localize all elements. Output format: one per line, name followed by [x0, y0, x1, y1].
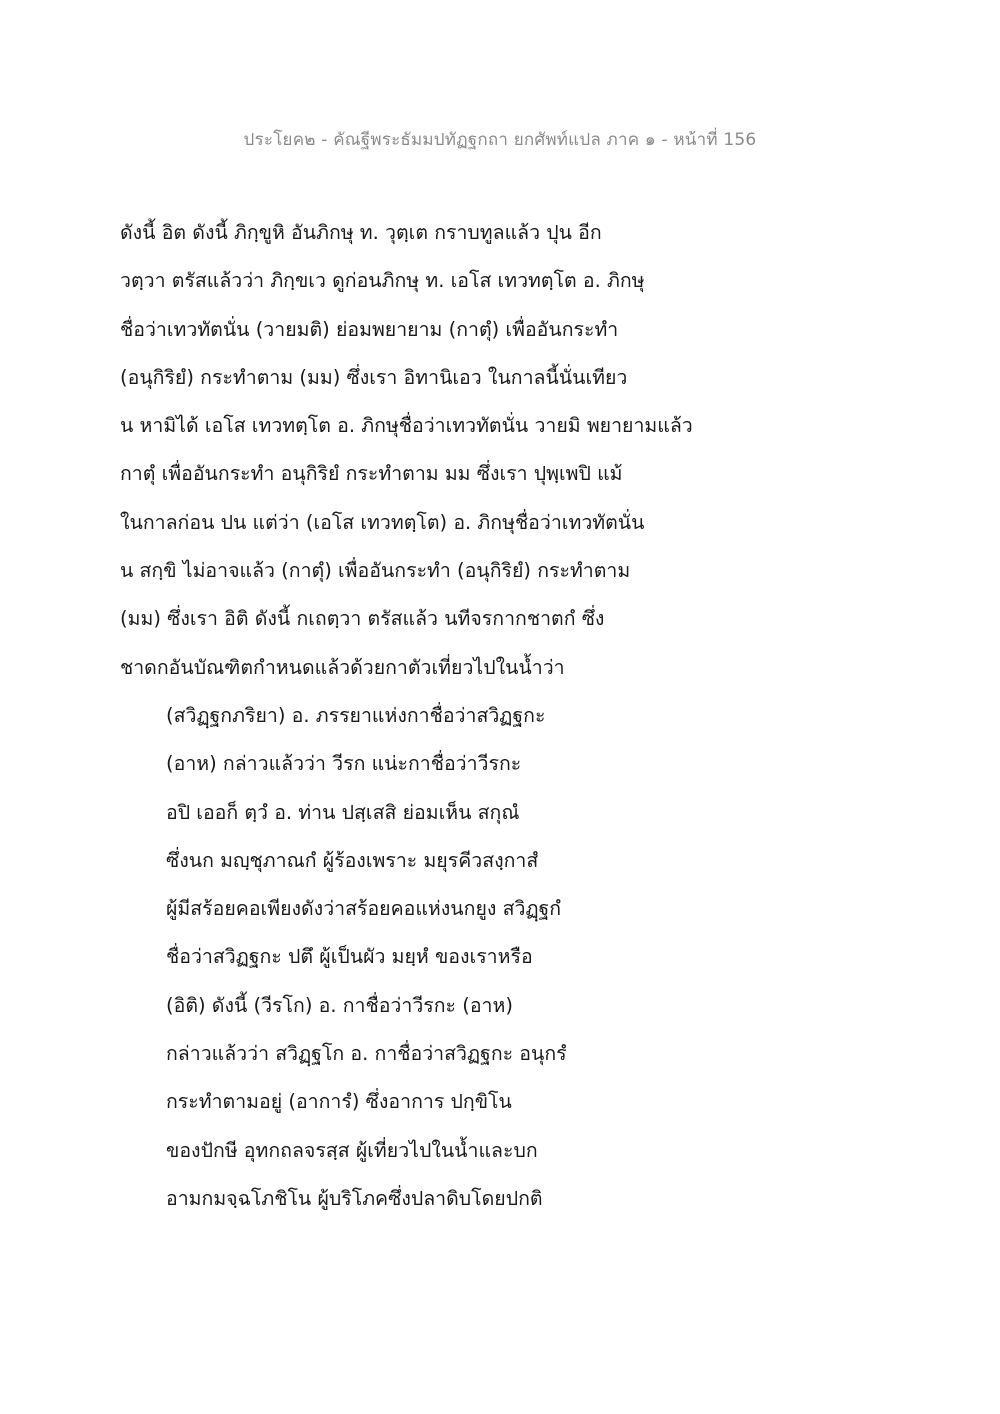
- prose-line: ในกาลก่อน ปน แต่ว่า (เอโส เทวทตฺโต) อ. ภิกษุชื่อว่าเทวทัตนั่น: [120, 510, 645, 534]
- verse-line: กล่าวแล้วว่า สวิฏฺฐโก อ. กาชื่อว่าสวิฏฐกะ อนุกรํ: [166, 1042, 567, 1066]
- running-header: ประโยค๒ - คัณฐีพระธัมมปทัฏฐกถา ยกศัพท์แปล ภาค ๑ - หน้าที่ 156: [243, 130, 757, 150]
- verse-line: (อิติ) ดังนี้ (วีรโก) อ. กาชื่อว่าวีรกะ (อาห): [166, 993, 513, 1017]
- verse-line: ผู้มีสร้อยคอเพียงดังว่าสร้อยคอแห่งนกยูง สวิฏฺฐกํ: [166, 897, 562, 921]
- verse-line: (สวิฏฺฐกภริยา) อ. ภรรยาแห่งกาชื่อว่าสวิฏฐกะ: [166, 703, 546, 727]
- body-text: [120, 213, 880, 1227]
- prose-line: วตฺวา ตรัสแล้วว่า ภิกฺขเว ดูก่อนภิกษุ ท. เอโส เทวทตฺโต อ. ภิกษุ: [120, 269, 645, 293]
- prose-line: (มม) ซึ่งเรา อิติ ดังนี้ กเถตฺวา ตรัสแล้ว นทีจรกากชาตกํ ซึ่ง: [120, 607, 605, 631]
- prose-line: ดังนี้ อิต ดังนี้ ภิกฺขูหิ อันภิกษุ ท. วุตฺเต กราบทูลแล้ว ปุน อีก: [120, 221, 602, 244]
- verse-line: ของปักษี อุทกถลจรสฺส ผู้เที่ยวไปในน้ำและบก: [166, 1138, 538, 1162]
- verse-line: กระทำตามอยู่ (อาการํ) ซึ่งอาการ ปกฺขิโน: [166, 1090, 512, 1114]
- prose-line: ชื่อว่าเทวทัตนั่น (วายมติ) ย่อมพยายาม (กาตุํ) เพื่ออันกระทำ: [120, 317, 619, 341]
- prose-line: น สกฺขิ ไม่อาจแล้ว (กาตุํ) เพื่ออันกระทำ (อนุกิริยํ) กระทำตาม: [120, 559, 631, 583]
- prose-line: ชาดกอันบัณฑิตกำหนดแล้วด้วยกาตัวเที่ยวไปในน้ำว่า: [120, 655, 565, 679]
- verse-line: อปิ เออก็ ตฺวํ อ. ท่าน ปสฺเสสิ ย่อมเห็น สกุณํ: [166, 800, 520, 824]
- verse-line: (อาห) กล่าวแล้วว่า วีรก แน่ะกาชื่อว่าวีรกะ: [166, 752, 522, 776]
- prose-line: (อนุกิริยํ) กระทำตาม (มม) ซึ่งเรา อิทานิเอว ในกาลนี้นั่นเทียว: [120, 365, 628, 389]
- verse-line: อามกมจฺฉโภชิโน ผู้บริโภคซึ่งปลาดิบโดยปกติ: [166, 1186, 543, 1210]
- verse-line: ซึ่งนก มญฺชุภาณกํ ผู้ร้องเพราะ มยุรคีวสงฺกาสํ: [166, 848, 539, 872]
- prose-line: น หามิได้ เอโส เทวทตฺโต อ. ภิกษุชื่อว่าเทวทัตนั่น วายมิ พยายามแล้ว: [120, 414, 693, 438]
- prose-line: กาตุํ เพื่ออันกระทำ อนุกิริยํ กระทำตาม มม ซึ่งเรา ปุพฺเพปิ แม้: [120, 462, 623, 486]
- verse-line: ชื่อว่าสวิฏฐกะ ปตึ ผู้เป็นผัว มยฺหํ ของเราหรือ: [166, 945, 533, 969]
